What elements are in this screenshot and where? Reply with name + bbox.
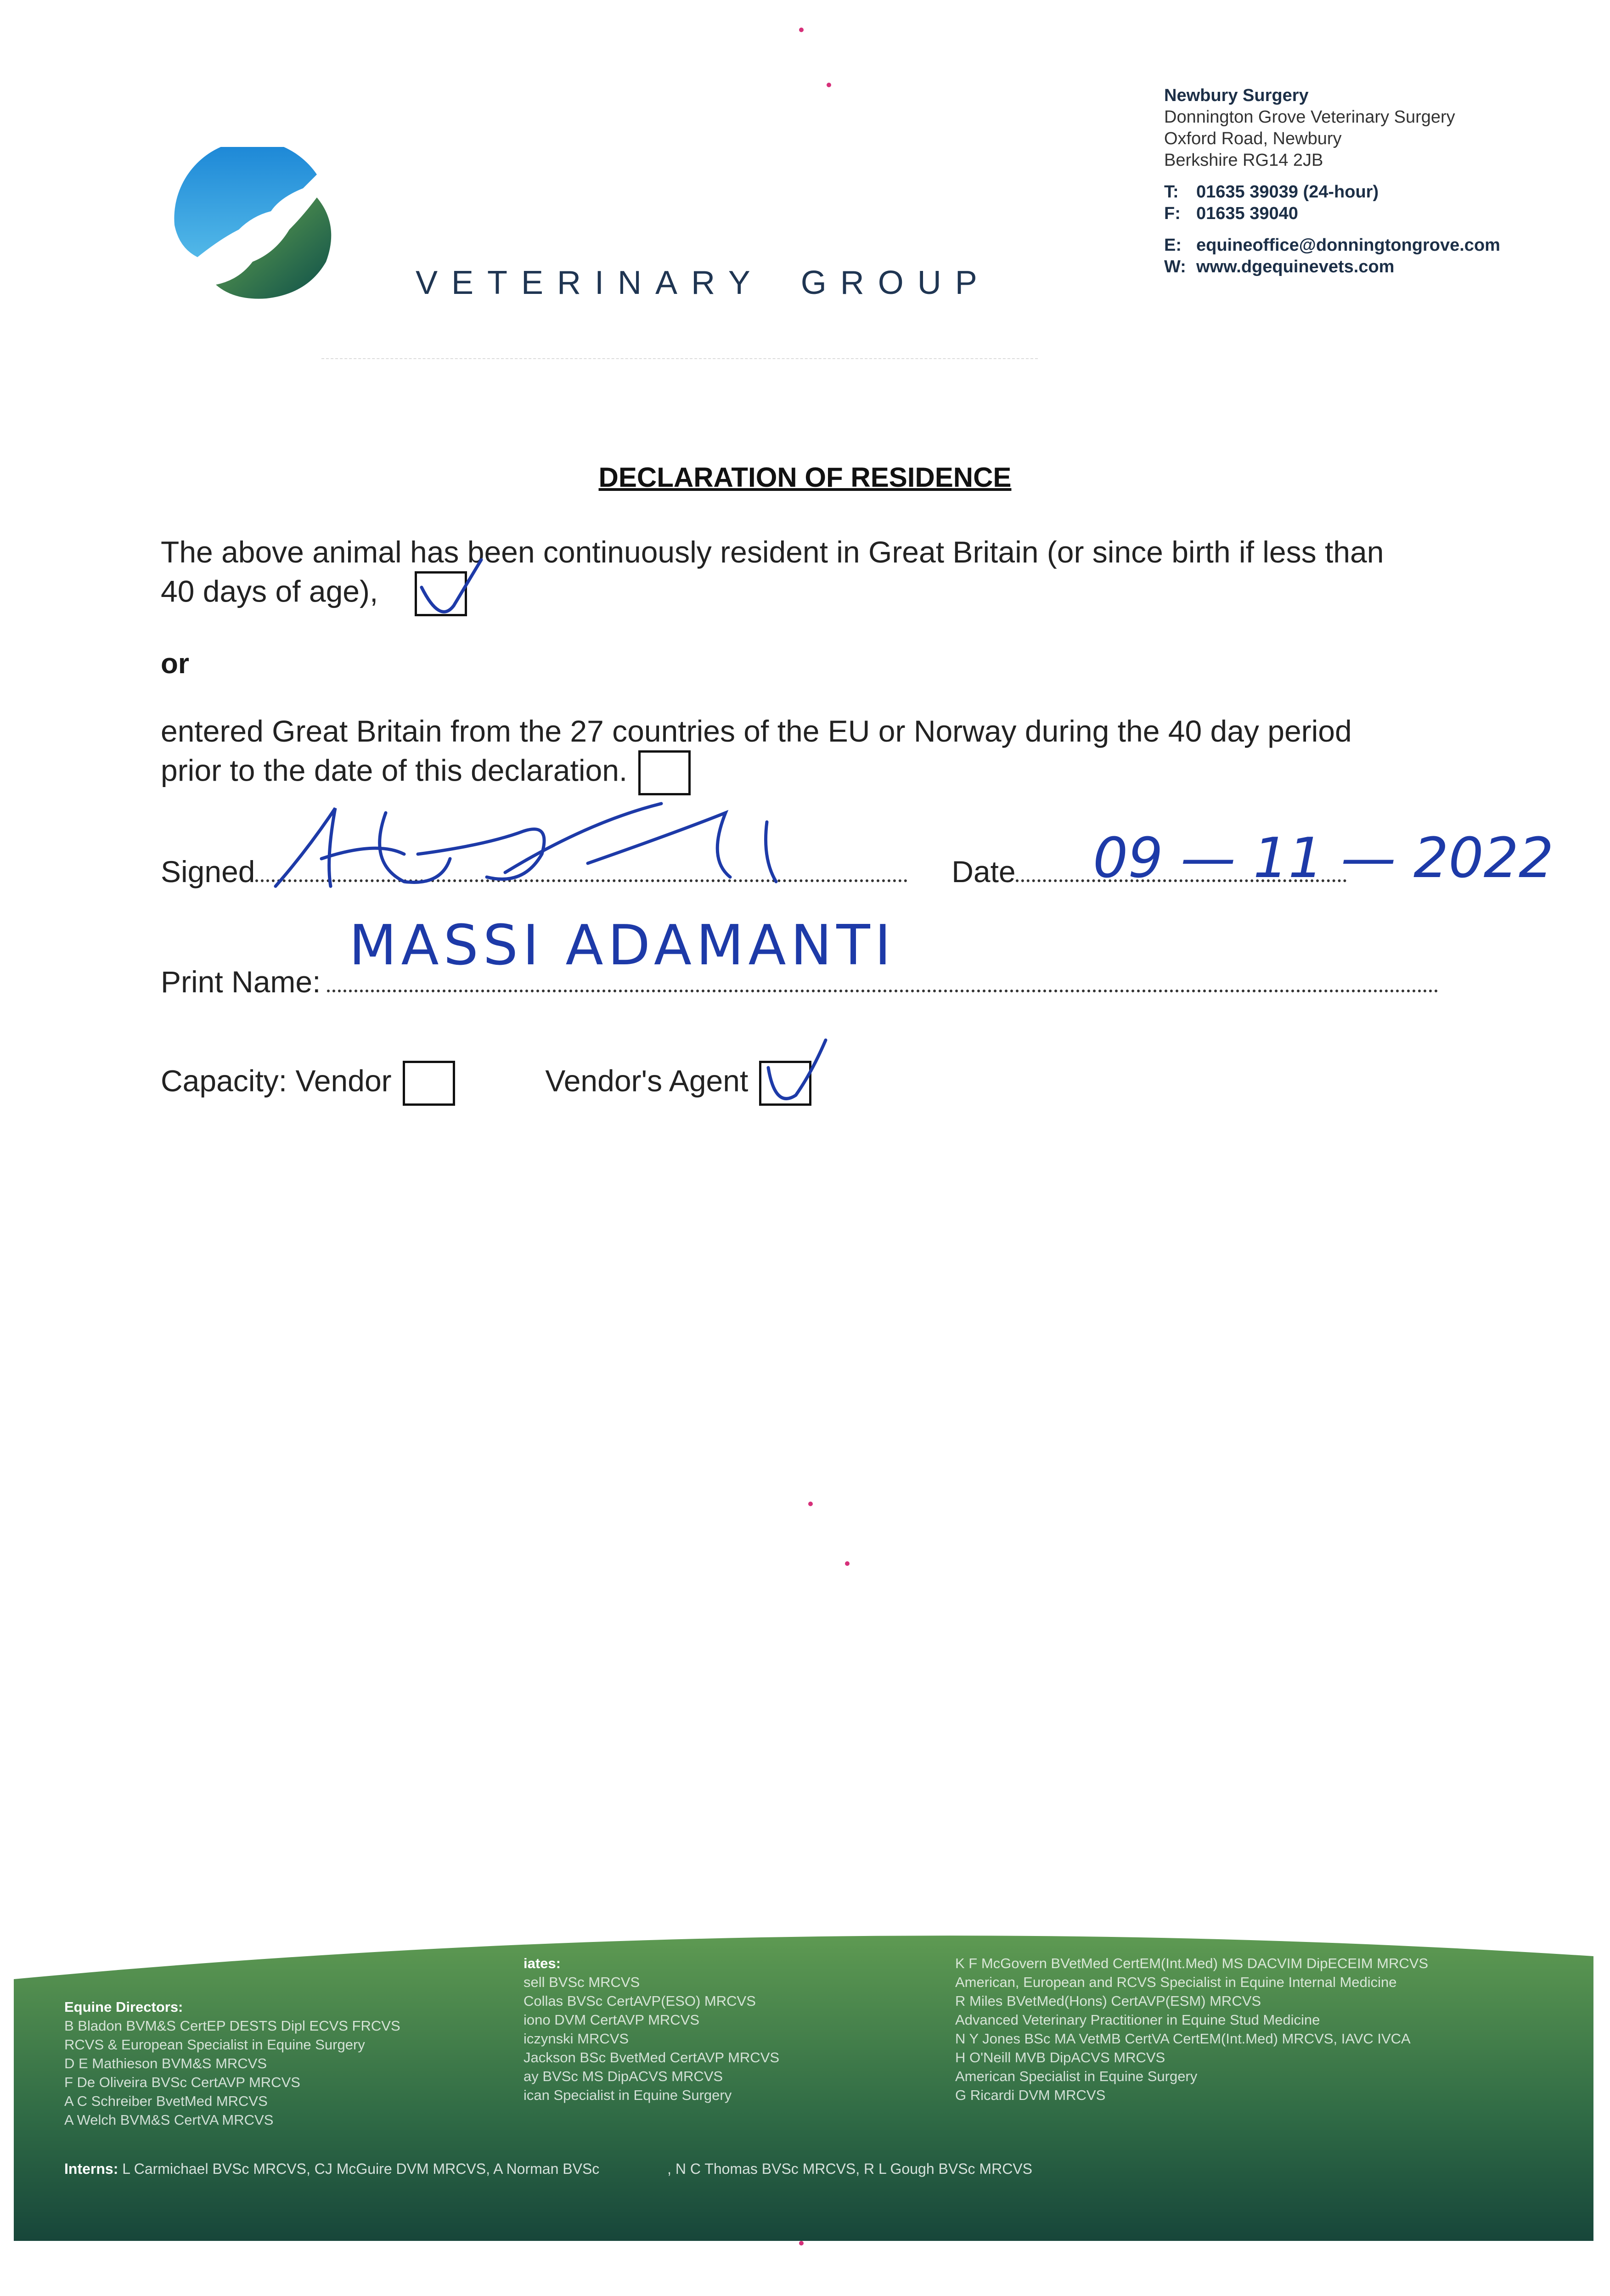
print-name-line[interactable] bbox=[327, 990, 1438, 992]
director-entry: F De Oliveira BVSc CertAVP MRCVS bbox=[64, 2074, 300, 2090]
associate-entry: ican Specialist in Equine Surgery bbox=[524, 2087, 732, 2103]
specialist-entry: H O'Neill MVB DipACVS MRCVS bbox=[955, 2049, 1165, 2065]
residence-statement-line: The above animal has been continuously resident in Great Britain (or since birth if less than bbox=[161, 535, 1384, 569]
print-name-label: Print Name: bbox=[161, 965, 321, 999]
capacity-vendor-label: Capacity: Vendor bbox=[161, 1064, 392, 1098]
directors-list bbox=[64, 1998, 400, 2129]
resident-checkbox[interactable] bbox=[415, 571, 467, 616]
declaration-title: DECLARATION OF RESIDENCE bbox=[598, 462, 1012, 493]
specialists-list bbox=[955, 1954, 1428, 2105]
vendors-agent-label: Vendor's Agent bbox=[545, 1064, 749, 1098]
fax-label: F: bbox=[1164, 204, 1181, 223]
entry-statement-line: entered Great Britain from the 27 countries of the EU or Norway during the 40 day period bbox=[161, 714, 1352, 748]
associates-heading: iates: bbox=[524, 1955, 561, 1971]
director-entry: B Bladon BVM&S CertEP DESTS Dipl ECVS FRCVS bbox=[64, 2018, 400, 2034]
address-line: Oxford Road, Newbury bbox=[1164, 129, 1342, 148]
email-link[interactable]: equineoffice@donningtongrove.com bbox=[1196, 236, 1500, 255]
associate-entry: sell BVSc MRCVS bbox=[524, 1974, 640, 1990]
interns-label: Interns: bbox=[64, 2161, 118, 2177]
address-line: Berkshire RG14 2JB bbox=[1164, 151, 1323, 170]
stamp-speck bbox=[808, 1502, 813, 1506]
brand-wordmark bbox=[416, 264, 991, 302]
surgery-name: Newbury Surgery bbox=[1164, 86, 1309, 105]
interns-list: L Carmichael BVSc MRCVS, CJ McGuire DVM MRCVS, A Norman BVSc bbox=[122, 2161, 600, 2177]
associate-entry: Jackson BSc BvetMed CertAVP MRCVS bbox=[524, 2049, 780, 2065]
director-entry: A Welch BVM&S CertVA MRCVS bbox=[64, 2112, 274, 2128]
specialist-entry: R Miles BVetMed(Hons) CertAVP(ESM) MRCVS bbox=[955, 1993, 1261, 2009]
residence-statement bbox=[161, 533, 1384, 616]
director-entry: RCVS & European Specialist in Equine Surgery bbox=[64, 2037, 365, 2053]
specialist-entry: K F McGovern BVetMed CertEM(Int.Med) MS DACVIM DipECEIM MRCVS bbox=[955, 1955, 1429, 1971]
handwritten-print-name: MASSI ADAMANTI bbox=[349, 914, 896, 978]
veterinary-group-logo bbox=[165, 147, 349, 303]
interns-list-tail: , N C Thomas BVSc MRCVS, R L Gough BVSc MRCVS bbox=[667, 2161, 1032, 2177]
vendors-agent-checkbox[interactable] bbox=[759, 1061, 811, 1106]
fax-number: 01635 39040 bbox=[1196, 204, 1298, 223]
brand-word-veterinary: VETERINARY bbox=[416, 264, 764, 301]
brand-word-group: GROUP bbox=[800, 264, 991, 301]
address-line: Donnington Grove Veterinary Surgery bbox=[1164, 107, 1455, 127]
vendor-checkbox[interactable] bbox=[403, 1061, 455, 1106]
specialist-entry: G Ricardi DVM MRCVS bbox=[955, 2087, 1106, 2103]
associate-entry: ay BVSc MS DipACVS MRCVS bbox=[524, 2068, 723, 2084]
residence-statement-line: 40 days of age), bbox=[161, 574, 378, 608]
check-mark-icon bbox=[757, 1040, 826, 1104]
or-separator: or bbox=[161, 648, 189, 680]
specialist-entry: American Specialist in Equine Surgery bbox=[955, 2068, 1198, 2084]
entry-statement-line: prior to the date of this declaration. bbox=[161, 753, 628, 788]
capacity-row bbox=[161, 1061, 811, 1106]
specialist-entry: American, European and RCVS Specialist in Equine Internal Medicine bbox=[955, 1974, 1397, 1990]
specialist-entry: Advanced Veterinary Practitioner in Equine Stud Medicine bbox=[955, 2012, 1320, 2028]
stamp-speck bbox=[799, 28, 804, 32]
header-divider bbox=[321, 358, 1038, 359]
director-entry: A C Schreiber BvetMed MRCVS bbox=[64, 2093, 268, 2109]
date-label: Date bbox=[951, 855, 1016, 889]
entered-checkbox[interactable] bbox=[638, 750, 691, 795]
stamp-speck bbox=[827, 83, 831, 87]
phone-label: T: bbox=[1164, 182, 1179, 202]
interns-line bbox=[64, 2161, 1032, 2178]
associate-entry: iono DVM CertAVP MRCVS bbox=[524, 2012, 700, 2028]
associates-list bbox=[524, 1954, 779, 2105]
web-label: W: bbox=[1164, 257, 1186, 276]
website-link[interactable]: www.dgequinevets.com bbox=[1196, 257, 1395, 276]
phone-number: 01635 39039 (24-hour) bbox=[1196, 182, 1379, 202]
director-entry: D E Mathieson BVM&S MRCVS bbox=[64, 2055, 267, 2071]
email-label: E: bbox=[1164, 236, 1182, 255]
directors-heading: Equine Directors: bbox=[64, 1999, 183, 2015]
contact-block bbox=[1164, 85, 1577, 278]
check-mark-icon bbox=[412, 555, 481, 615]
associate-entry: iczynski MRCVS bbox=[524, 2031, 629, 2047]
signed-label: Signed bbox=[161, 855, 255, 889]
stamp-speck bbox=[845, 1561, 850, 1566]
handwritten-date: 09 — 11 — 2022 bbox=[1093, 827, 1554, 890]
handwritten-signature bbox=[266, 794, 863, 905]
specialist-entry: N Y Jones BSc MA VetMB CertVA CertEM(Int.Med) MRCVS, IAVC IVCA bbox=[955, 2031, 1411, 2047]
associate-entry: Collas BVSc CertAVP(ESO) MRCVS bbox=[524, 1993, 756, 2009]
entry-statement bbox=[161, 712, 1352, 795]
